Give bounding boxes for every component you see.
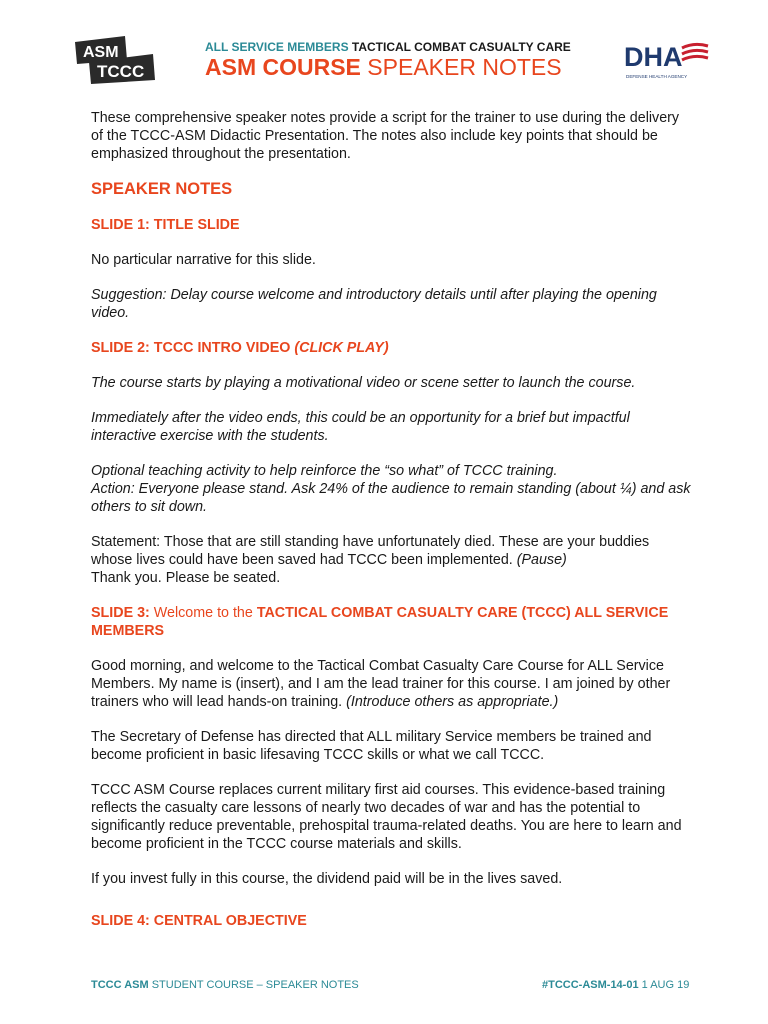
slide2-heading-text: SLIDE 2: TCCC INTRO VIDEO: [91, 340, 295, 356]
header-subtitle-rest: TACTICAL COMBAT CASUALTY CARE: [348, 40, 571, 54]
slide2-heading: [91, 339, 691, 357]
slide1-paragraph-2: Suggestion: Delay course welcome and introductory details until after playing the opening video.: [91, 287, 657, 321]
header-title-bold: ASM COURSE: [205, 54, 361, 80]
footer-left-bold: TCCC ASM: [91, 979, 149, 991]
document-body: [91, 109, 691, 947]
header-title: [205, 54, 562, 81]
slide3-introduce-note: (Introduce others as appropriate.): [346, 694, 559, 710]
slide2-pause: (Pause): [516, 552, 567, 568]
slide3-heading: [91, 604, 691, 640]
slide3-paragraph-3: TCCC ASM Course replaces current military first aid courses. This evidence-based training reflects the casualty care lessons of nearly two decades of war and has the potential to significantly reduce preventable, prehospital trauma-related deaths. You are here to learn and become proficient in the TCCC course materials and skills.: [91, 782, 682, 852]
slide3-paragraph-4: If you invest fully in this course, the dividend paid will be in the lives saved.: [91, 871, 563, 887]
footer-date: 1 AUG 19: [638, 979, 690, 991]
slide2-heading-italic: (CLICK PLAY): [294, 340, 389, 356]
dha-logo-text: DHA: [624, 42, 683, 72]
header-title-rest: SPEAKER NOTES: [360, 54, 562, 80]
footer-doc-id: #TCCC-ASM-14-01: [542, 979, 639, 991]
slide2-action: Action: Everyone please stand. Ask 24% of the audience to remain standing (about ¼) and ask others to sit down.: [91, 481, 691, 515]
slide2-activity: Optional teaching activity to help reinforce the “so what” of TCCC training.: [91, 463, 558, 479]
asm-tccc-logo: [75, 34, 155, 84]
slide4-heading: SLIDE 4: CENTRAL OBJECTIVE: [91, 913, 307, 929]
slide3-paragraph-2: The Secretary of Defense has directed that ALL military Service members be trained and become proficient in basic lifesaving TCCC skills or what we call TCCC.: [91, 729, 652, 763]
slide2-paragraph-3: [91, 462, 691, 516]
slide2-paragraph-1: The course starts by playing a motivational video or scene setter to launch the course.: [91, 375, 636, 391]
logo-line2: TCCC: [97, 62, 145, 81]
section-title: SPEAKER NOTES: [91, 180, 233, 198]
footer-right: [542, 979, 689, 991]
footer-left: [91, 979, 359, 991]
slide3-paragraph-1: [91, 657, 691, 711]
slide2-statement: Statement: Those that are still standing have unfortunately died. These are your buddies whose lives could have been saved had TCCC been implemented.: [91, 534, 650, 568]
footer-left-rest: STUDENT COURSE – SPEAKER NOTES: [148, 979, 359, 991]
dha-logo: [624, 38, 710, 82]
slide3-welcome-text: Good morning, and welcome to the Tactical Combat Casualty Care Course for ALL Service Members. My name is (insert), and I am the lead trainer for this course. I am joined by other trainers who will lead hands-on training.: [91, 658, 671, 710]
page-header: [0, 0, 768, 100]
slide3-heading-welcome: Welcome to the: [149, 605, 257, 621]
logo-line1: ASM: [83, 44, 119, 61]
slide1-paragraph-1: No particular narrative for this slide.: [91, 252, 316, 268]
intro-paragraph: These comprehensive speaker notes provide a script for the trainer to use during the delivery of the TCCC-ASM Didactic Presentation. The notes also include key points that should be emphasized throughout the presentation.: [91, 110, 680, 162]
header-subtitle: [205, 40, 571, 54]
slide3-heading-title: TACTICAL COMBAT CASUALTY CARE (TCCC) ALL SERVICE MEMBERS: [91, 605, 669, 639]
slide2-paragraph-2: Immediately after the video ends, this could be an opportunity for a brief but impactful interactive exercise with the students.: [91, 410, 630, 444]
dha-logo-subtitle: DEFENSE HEALTH AGENCY: [626, 74, 688, 79]
slide1-heading: SLIDE 1: TITLE SLIDE: [91, 217, 240, 233]
slide2-paragraph-4: [91, 533, 691, 587]
header-subtitle-prefix: ALL SERVICE MEMBERS: [205, 40, 349, 54]
slide2-thanks: Thank you. Please be seated.: [91, 570, 281, 586]
slide3-heading-label: SLIDE 3:: [91, 605, 150, 621]
